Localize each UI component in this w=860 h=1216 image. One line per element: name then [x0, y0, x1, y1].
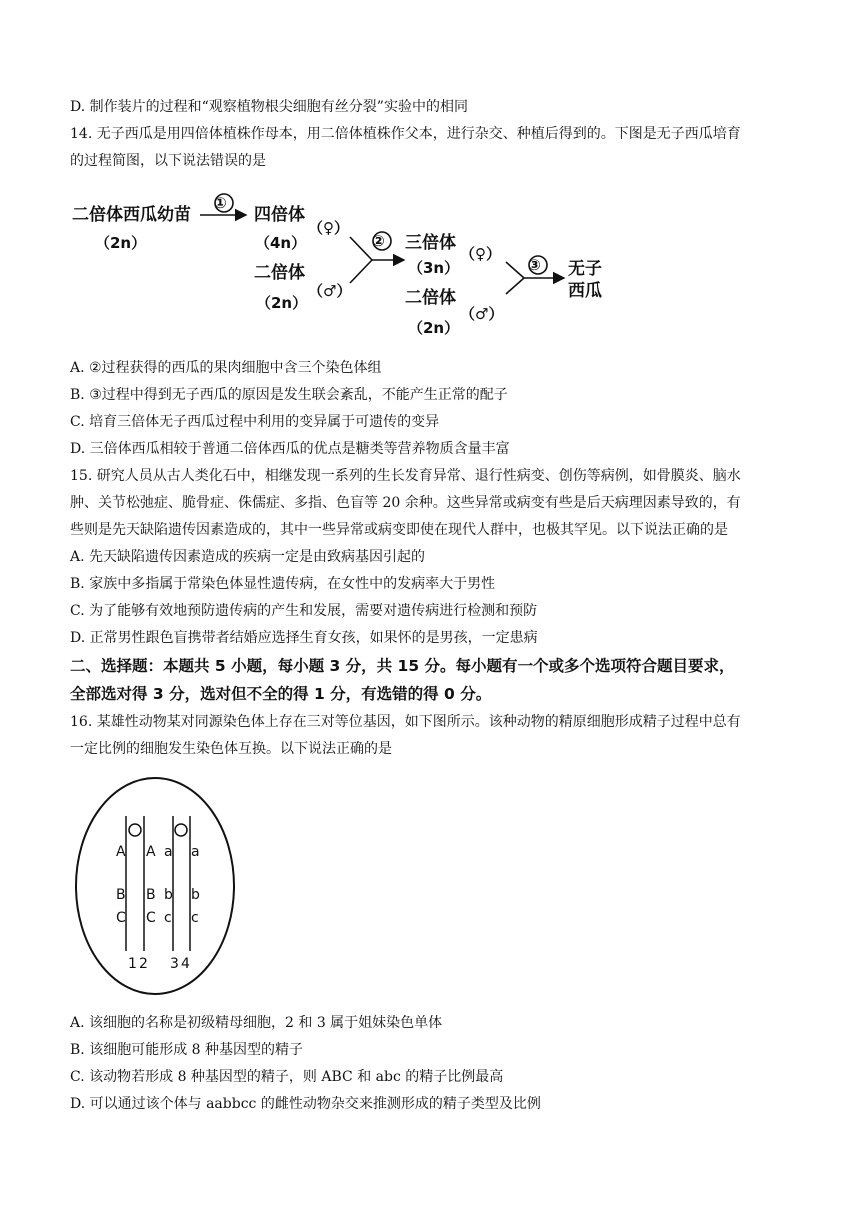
gene-1-C: C [116, 910, 126, 926]
q16-option-a: A. 该细胞的名称是初级精母细胞，2 和 3 属于姐妹染色单体 [70, 1015, 443, 1031]
chromosome-cell-figure [70, 776, 240, 1002]
gene-2-C: C [146, 910, 156, 926]
gene-1-B: B [116, 887, 126, 903]
gene-4-b: b [191, 887, 200, 903]
cross-line-upper-3 [506, 262, 524, 278]
q14-option-b: B. ③过程中得到无子西瓜的原因是发生联会紊乱，不能产生正常的配子 [70, 387, 508, 403]
section2-heading-line1: 二、选择题：本题共 5 小题，每小题 3 分，共 15 分。每小题有一个或多个选项符合题目要求， [70, 657, 735, 675]
q14-stem-line1: 14. 无子西瓜是用四倍体植株作母本，用二倍体植株作父本，进行杂交、种植后得到的。下图是无子西瓜培育 [70, 126, 741, 142]
gene-4-c: c [191, 910, 199, 926]
diploid-male-label: 二倍体 [254, 263, 305, 283]
centromere-left [129, 824, 141, 836]
q16-stem-line1: 16. 某雄性动物某对同源染色体上存在三对等位基因，如下图所示。该种动物的精原细胞形成精子过程中总有 [70, 714, 741, 730]
step3-label: ③ [528, 256, 541, 274]
triploid-label: 三倍体 [405, 233, 456, 253]
q15-option-a: A. 先天缺陷遗传因素造成的疾病一定是由致病基因引起的 [70, 549, 426, 565]
chromatid-number-3: 3 [170, 956, 179, 972]
q15-stem-line2: 肿、关节松弛症、脆骨症、侏儒症、多指、色盲等 20 余种。这些异常或病变有些是后天病理因素导致的，有 [70, 495, 741, 511]
seedless-watermelon-diagram [60, 188, 620, 348]
diploid-male-ploidy: （2n） [256, 294, 308, 312]
q15-stem-line3: 些则是先天缺陷遗传因素造成的，其中一些异常或病变即使在现代人群中，也极其罕见。以下说法正确的是 [70, 522, 728, 538]
male-symbol-1: （♂） [308, 282, 352, 300]
gene-2-A: A [146, 844, 156, 860]
q16-stem-line2: 一定比例的细胞发生染色体互换。以下说法正确的是 [70, 741, 392, 757]
q16-option-b: B. 该细胞可能形成 8 种基因型的精子 [70, 1042, 303, 1058]
q13-option-d: D. 制作装片的过程和“观察植物根尖细胞有丝分裂”实验中的相同 [70, 99, 468, 115]
female-symbol-2: （♀） [460, 245, 501, 263]
gene-1-A: A [116, 844, 126, 860]
q15-option-b: B. 家族中多指属于常染色体显性遗传病，在女性中的发病率大于男性 [70, 576, 496, 592]
gene-3-b: b [164, 887, 173, 903]
q15-stem-line1: 15. 研究人员从古人类化石中，相继发现一系列的生长发育异常、退行性病变、创伤等病例，如骨膜炎、脑水 [70, 468, 741, 484]
diploid-seedling-ploidy: （2n） [95, 234, 147, 252]
q14-option-c: C. 培育三倍体无子西瓜过程中利用的变异属于可遗传的变异 [70, 414, 440, 430]
male-symbol-2: （♂） [460, 305, 504, 323]
gene-3-c: c [164, 910, 172, 926]
gene-3-a: a [164, 844, 173, 860]
triploid-ploidy: （3n） [408, 259, 460, 277]
q15-option-d: D. 正常男性跟色盲携带者结婚应选择生育女孩，如果怀的是男孩，一定患病 [70, 630, 538, 646]
q16-option-d: D. 可以通过该个体与 aabbcc 的雌性动物杂交来推测形成的精子类型及比例 [70, 1096, 541, 1112]
female-symbol-1: （♀） [308, 219, 349, 237]
tetraploid-label: 四倍体 [254, 205, 305, 225]
chromatid-number-1: 1 [128, 956, 137, 972]
gene-2-B: B [146, 887, 156, 903]
cross-line-lower-2 [350, 260, 372, 283]
chromatid-number-2: 2 [139, 956, 148, 972]
centromere-right [175, 824, 187, 836]
q15-option-c: C. 为了能够有效地预防遗传病的产生和发展，需要对遗传病进行检测和预防 [70, 603, 538, 619]
q14-stem-line2: 的过程简图，以下说法错误的是 [70, 153, 266, 169]
diploid-male2-label: 二倍体 [405, 288, 456, 308]
tetraploid-ploidy: （4n） [255, 234, 307, 252]
q14-option-a: A. ②过程获得的西瓜的果肉细胞中含三个染色体组 [70, 360, 382, 376]
seedless-line1: 无子 [568, 259, 602, 279]
chromatid-number-4: 4 [181, 956, 190, 972]
cross-line-upper-2 [350, 237, 372, 260]
diploid-male2-ploidy: （2n） [408, 319, 460, 337]
cross-line-lower-3 [506, 278, 524, 294]
q14-option-d: D. 三倍体西瓜相较于普通二倍体西瓜的优点是糖类等营养物质含量丰富 [70, 441, 510, 457]
gene-4-a: a [191, 844, 200, 860]
cell-membrane [76, 778, 234, 994]
q16-option-c: C. 该动物若形成 8 种基因型的精子，则 ABC 和 abc 的精子比例最高 [70, 1069, 504, 1085]
diploid-seedling-label: 二倍体西瓜幼苗 [72, 205, 191, 225]
step2-label: ② [372, 232, 385, 250]
seedless-line2: 西瓜 [568, 281, 602, 301]
step1-label: ① [214, 194, 227, 212]
section2-heading-line2: 全部选对得 3 分，选对但不全的得 1 分，有选错的得 0 分。 [70, 685, 492, 703]
